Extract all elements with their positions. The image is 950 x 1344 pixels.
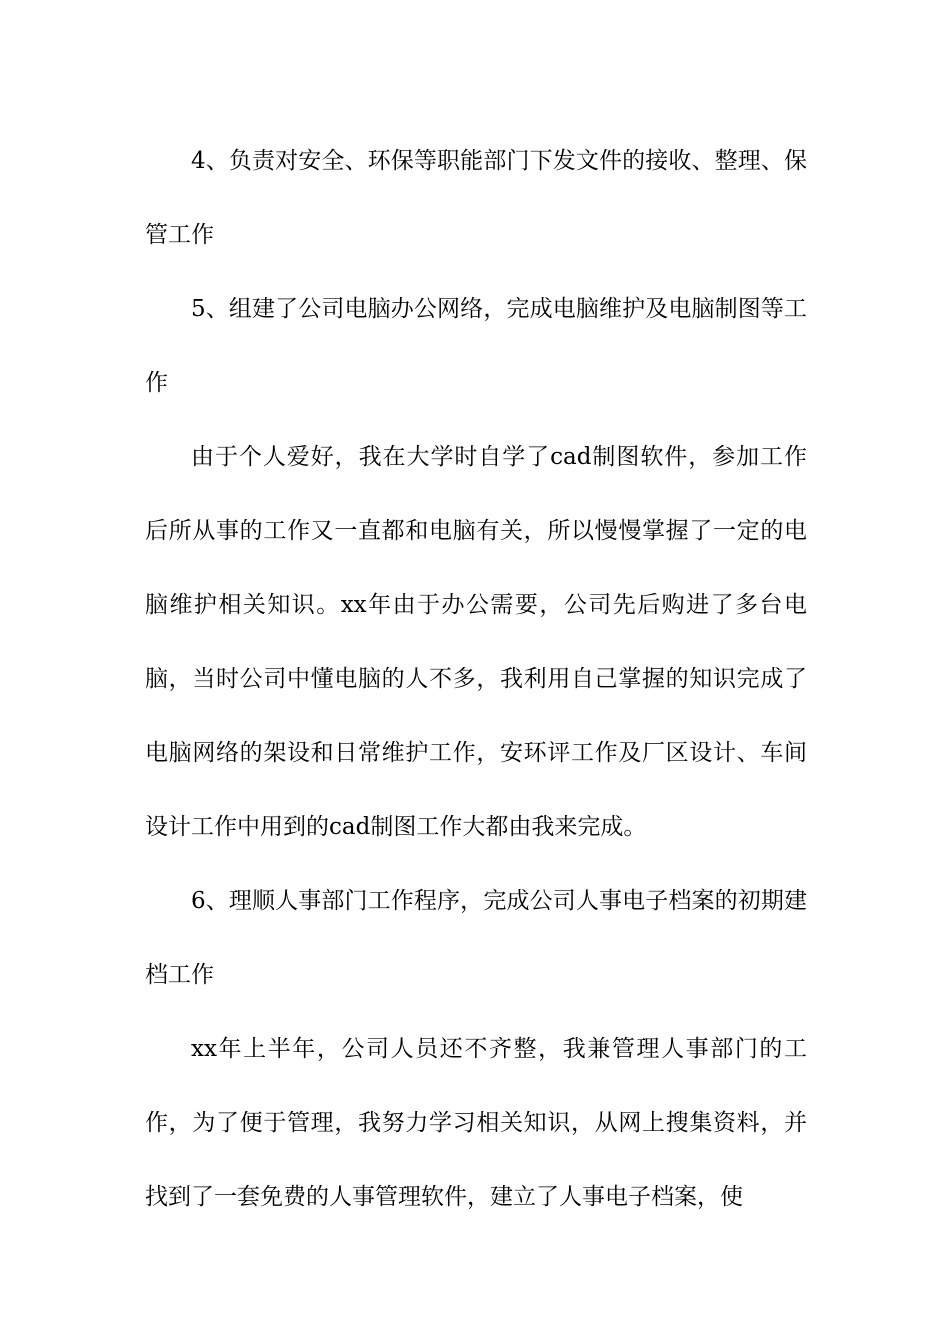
paragraph-item-5: 5、组建了公司电脑办公网络，完成电脑维护及电脑制图等工作 — [145, 296, 807, 396]
paragraph-item-4: 4、负责对安全、环保等职能部门下发文件的接收、整理、保管工作 — [145, 148, 807, 248]
document-body — [145, 124, 807, 1234]
paragraph-item-6: 6、理顺人事部门工作程序，完成公司人事电子档案的初期建档工作 — [145, 888, 807, 988]
paragraph-hr-work: xx年上半年，公司人员还不齐整，我兼管理人事部门的工作，为了便于管理，我努力学习相关知识，从网上搜集资料，并找到了一套免费的人事管理软件，建立了人事电子档案，使 — [145, 1036, 807, 1210]
paragraph-cad-experience: 由于个人爱好，我在大学时自学了cad制图软件，参加工作后所从事的工作又一直都和电脑有关，所以慢慢掌握了一定的电脑维护相关知识。xx年由于办公需要，公司先后购进了多台电脑，当时公司中懂电脑的人不多，我利用自己掌握的知识完成了电脑网络的架设和日常维护工作，安环评工作及厂区设计、车间设计工作中用到的cad制图工作大都由我来完成。 — [145, 444, 807, 840]
